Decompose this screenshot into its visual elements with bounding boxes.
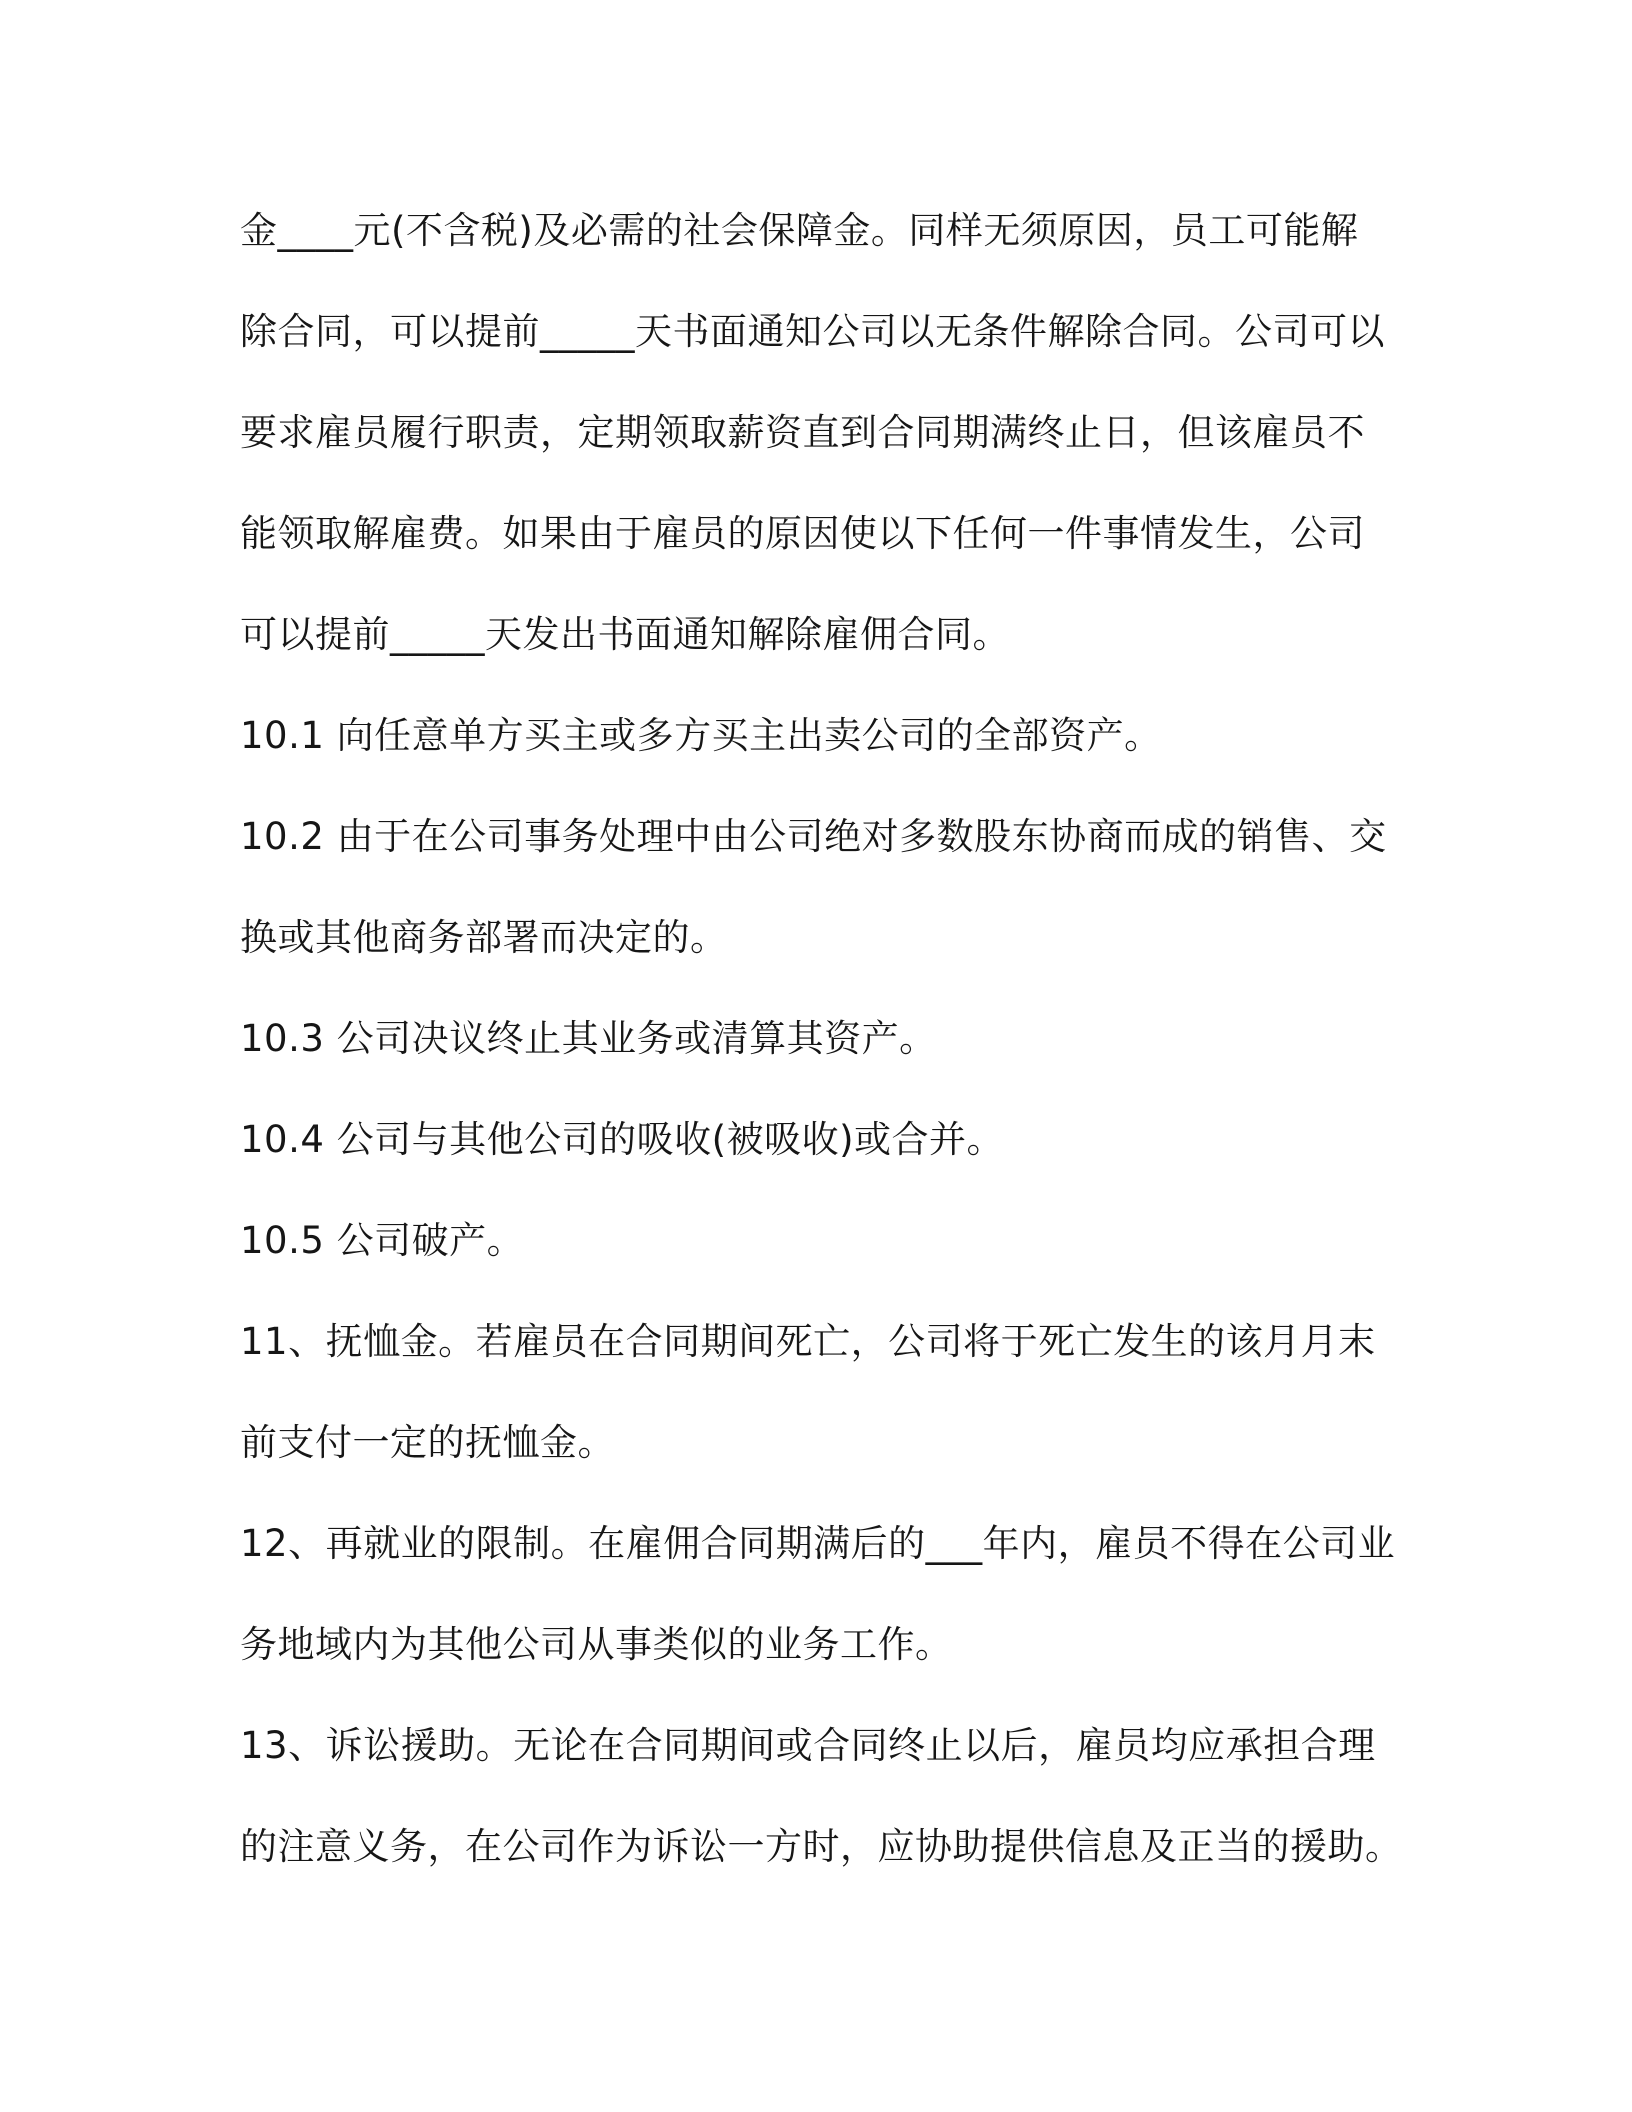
text-line: 务地域内为其他公司从事类似的业务工作。 bbox=[240, 1623, 953, 1666]
text-line: 金____元(不含税)及必需的社会保障金。同样无须原因，员工可能解 bbox=[240, 209, 1359, 252]
clause-10-5: 10.5 公司破产。 bbox=[240, 1219, 525, 1262]
text-line: 能领取解雇费。如果由于雇员的原因使以下任何一件事情发生，公司 bbox=[240, 512, 1365, 555]
text-line: 可以提前_____天发出书面通知解除雇佣合同。 bbox=[240, 613, 1010, 656]
text-line: 换或其他商务部署而决定的。 bbox=[240, 916, 728, 959]
clause-12: 12、再就业的限制。在雇佣合同期满后的___年内，雇员不得在公司业 bbox=[240, 1522, 1396, 1565]
clause-10-1: 10.1 向任意单方买主或多方买主出卖公司的全部资产。 bbox=[240, 714, 1162, 757]
contract-text-body bbox=[240, 180, 1420, 1897]
clause-11: 11、抚恤金。若雇员在合同期间死亡，公司将于死亡发生的该月月末 bbox=[240, 1320, 1376, 1363]
clause-10-3: 10.3 公司决议终止其业务或清算其资产。 bbox=[240, 1017, 937, 1060]
text-line: 除合同，可以提前_____天书面通知公司以无条件解除合同。公司可以 bbox=[240, 310, 1385, 353]
clause-10-2: 10.2 由于在公司事务处理中由公司绝对多数股东协商而成的销售、交 bbox=[240, 815, 1387, 858]
text-line: 的注意义务，在公司作为诉讼一方时，应协助提供信息及正当的援助。 bbox=[240, 1825, 1403, 1868]
text-line: 要求雇员履行职责，定期领取薪资直到合同期满终止日，但该雇员不 bbox=[240, 411, 1365, 454]
clause-13: 13、诉讼援助。无论在合同期间或合同终止以后，雇员均应承担合理 bbox=[240, 1724, 1376, 1767]
clause-10-4: 10.4 公司与其他公司的吸收(被吸收)或合并。 bbox=[240, 1118, 1005, 1161]
text-line: 前支付一定的抚恤金。 bbox=[240, 1421, 615, 1464]
